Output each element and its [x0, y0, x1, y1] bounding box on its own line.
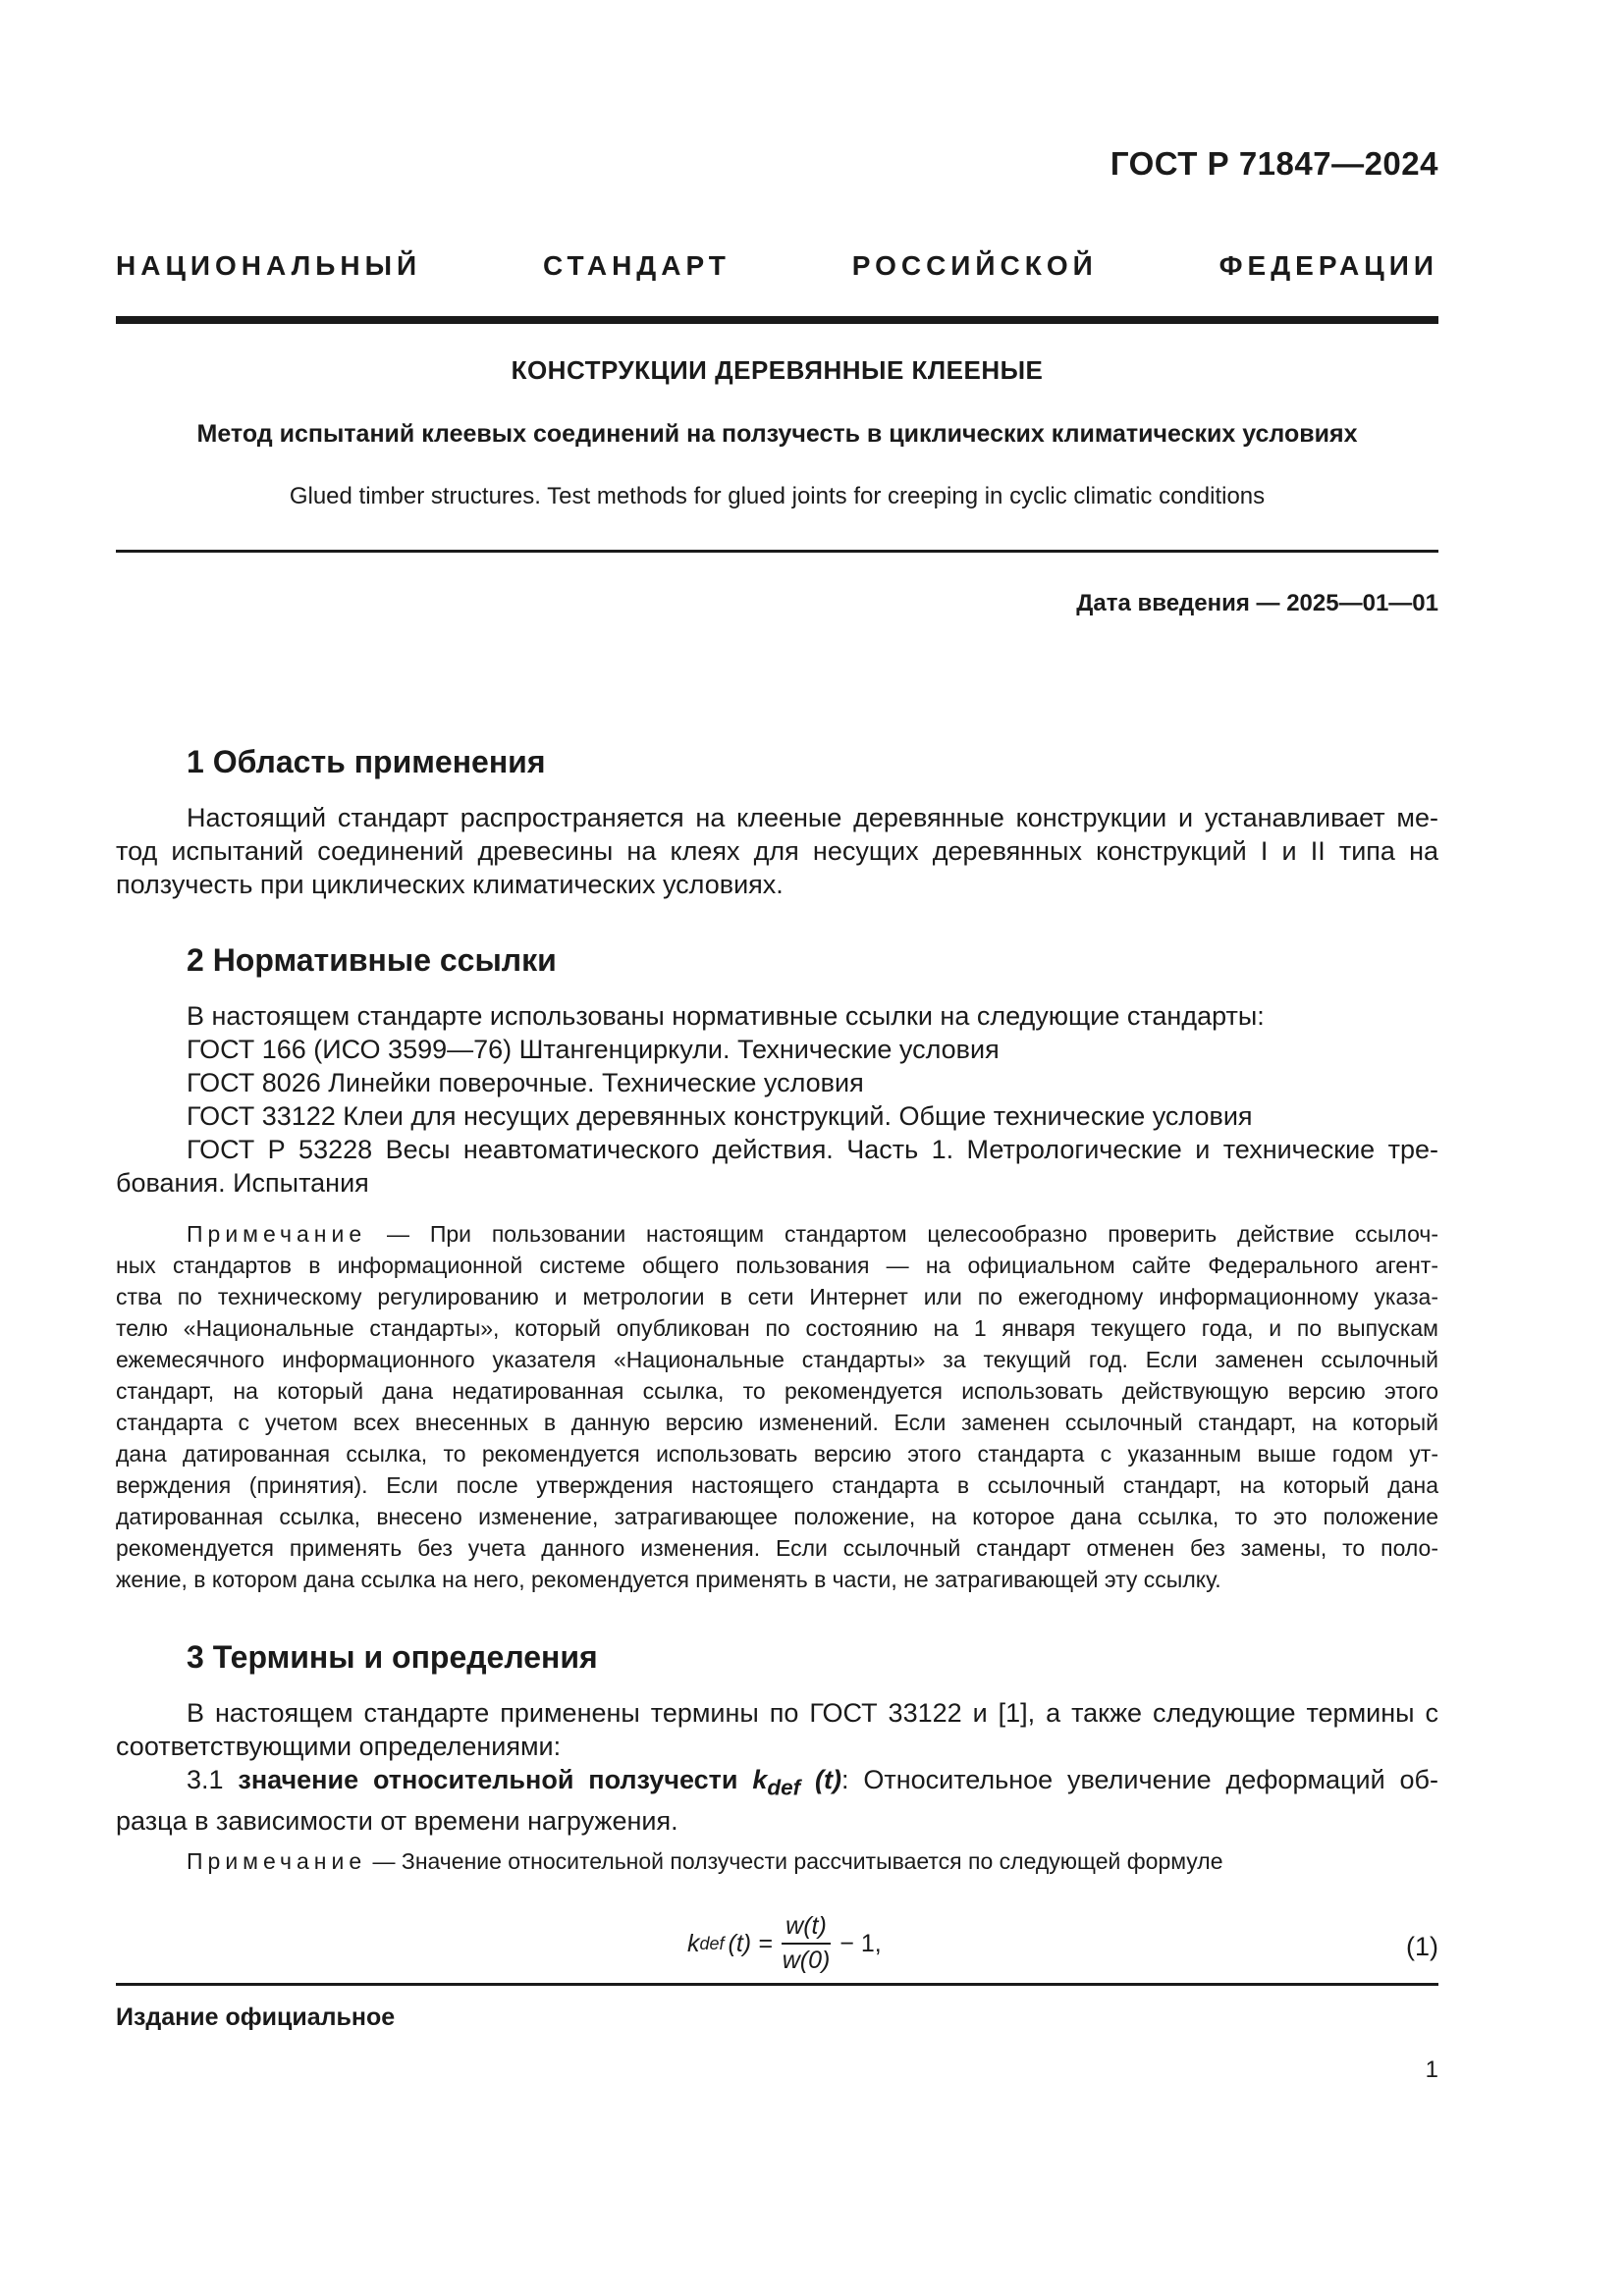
banner-word: НАЦИОНАЛЬНЫЙ — [116, 250, 422, 281]
note-line: ежемесячного информационного указателя «Национальные стандарты» за текущий год. Если заменен ссылочный — [116, 1347, 1438, 1372]
section-heading-scope: 1 Область применения — [187, 744, 546, 779]
reference-item: ГОСТ 166 (ИСО 3599—76) Штангенциркули. Технические условия — [187, 1035, 1000, 1064]
formula-lhs-subscript: def — [699, 1933, 725, 1953]
document-title-english: Glued timber structures. Test methods for glued joints for creeping in cyclic climatic conditions — [289, 483, 1266, 509]
note-label: Примечание — [187, 1848, 367, 1874]
page-number: 1 — [1425, 2056, 1438, 2083]
footer-divider — [116, 1983, 1438, 1986]
note-line: ных стандартов в информационной системе общего пользования — на официальном сайте Федерального агент- — [116, 1253, 1438, 1278]
note-line: дана датированная ссылка, то рекомендуется использовать версию этого стандарта с указанным выше годом ут- — [116, 1441, 1438, 1467]
formula-number: (1) — [1406, 1932, 1438, 1961]
banner-word: ФЕДЕРАЦИИ — [1218, 250, 1438, 281]
reference-item: ГОСТ 33122 Клеи для несущих деревянных конструкций. Общие технические условия — [187, 1101, 1253, 1131]
references-note — [116, 1218, 1438, 1595]
note-label: Примечание — [187, 1221, 367, 1247]
note-line: верждения (принятия). Если после утверждения настоящего стандарта в ссылочный стандарт, на который дана — [116, 1472, 1438, 1498]
reference-item-continuation: бования. Испытания — [116, 1168, 369, 1198]
edition-label: Издание официальное — [116, 2003, 396, 2031]
reference-item: ГОСТ 8026 Линейки поверочные. Технические условия — [187, 1068, 864, 1097]
formula-numerator: w(t) — [782, 1912, 831, 1945]
note-line: датированная ссылка, внесено изменение, затрагивающее положение, на которое дана ссылка, то это положение — [116, 1504, 1438, 1529]
section-scope-text — [116, 801, 1438, 901]
formula-lhs-symbol: k — [687, 1929, 700, 1957]
terms-note — [116, 1845, 1438, 1877]
title-divider — [116, 550, 1438, 553]
formula-fraction — [779, 1912, 835, 1975]
note-text: — При пользовании настоящим стандартом целесообразно проверить действие ссылоч- — [386, 1221, 1439, 1247]
note-line — [116, 1218, 1438, 1250]
section-heading-references: 2 Нормативные ссылки — [187, 942, 557, 978]
note-line: жение, в котором дана ссылка на него, рекомендуется применять в части, не затрагивающей эту ссылку. — [116, 1567, 1221, 1592]
term-number: 3.1 — [187, 1765, 224, 1794]
section-heading-terms: 3 Термины и определения — [187, 1639, 598, 1675]
note-line — [116, 1845, 1438, 1877]
text-line: Настоящий стандарт распространяется на клееные деревянные конструкции и устанавливает ме- — [187, 803, 1438, 832]
term-definition-continuation: разца в зависимости от времени нагружения. — [116, 1806, 678, 1837]
header-divider — [116, 316, 1438, 324]
document-title: КОНСТРУКЦИИ ДЕРЕВЯННЫЕ КЛЕЕНЫЕ — [511, 355, 1044, 385]
references-intro: В настоящем стандарте использованы нормативные ссылки на следующие стандарты: — [187, 1001, 1265, 1031]
note-line: ства по техническому регулированию и метрологии в сети Интернет или по ежегодному информационному указа- — [116, 1284, 1438, 1309]
text-line: соответствующими определениями: — [116, 1732, 562, 1761]
note-line: телю «Национальные стандарты», который опубликован по состоянию на 1 января текущего года, и по выпускам — [116, 1315, 1438, 1341]
formula-denominator: w(0) — [782, 1947, 831, 1974]
note-line: стандарт, на который дана недатированная ссылка, то рекомендуется использовать действующую версию этого — [116, 1378, 1438, 1404]
term-symbol-subscript: def — [767, 1775, 801, 1800]
term-definition: : Относительное увеличение деформаций об- — [840, 1765, 1438, 1794]
formula-lhs-argument: (t) = — [728, 1929, 773, 1957]
term-name: значение относительной ползучести — [238, 1765, 738, 1794]
document-subtitle: Метод испытаний клеевых соединений на ползучесть в циклических климатических условиях — [196, 420, 1358, 448]
note-line: стандарта с учетом всех внесенных в данную версию изменений. Если заменен ссылочный стандарт, на который — [116, 1410, 1438, 1435]
banner-word: СТАНДАРТ — [543, 250, 731, 281]
term-symbol-argument: (t) — [815, 1765, 841, 1794]
text-line: ползучесть при циклических климатических условиях. — [116, 870, 784, 899]
references-list — [187, 999, 1438, 1166]
national-standard-banner — [116, 250, 1438, 282]
note-text: — Значение относительной ползучести рассчитывается по следующей формуле — [372, 1848, 1223, 1874]
section-terms-text — [116, 1696, 1438, 1838]
introduction-date: Дата введения — 2025—01—01 — [1076, 590, 1438, 616]
formula-tail: − 1, — [839, 1929, 882, 1957]
reference-item: ГОСТ Р 53228 Весы неавтоматического действия. Часть 1. Метрологические и технические тре- — [187, 1135, 1438, 1164]
creep-formula — [687, 1912, 882, 1975]
text-line: В настоящем стандарте применены термины по ГОСТ 33122 и [1], а также следующие термины с — [187, 1698, 1438, 1728]
term-symbol: k — [752, 1765, 768, 1794]
gost-number: ГОСТ Р 71847—2024 — [1110, 145, 1438, 182]
note-line: рекомендуется применять без учета данного изменения. Если ссылочный стандарт отменен без замены, то поло- — [116, 1535, 1438, 1561]
text-line: тод испытаний соединений древесины на клеях для несущих деревянных конструкций I и II типа на — [116, 836, 1438, 866]
banner-word: РОССИЙСКОЙ — [851, 250, 1098, 281]
term-definition-line — [116, 1763, 1438, 1804]
